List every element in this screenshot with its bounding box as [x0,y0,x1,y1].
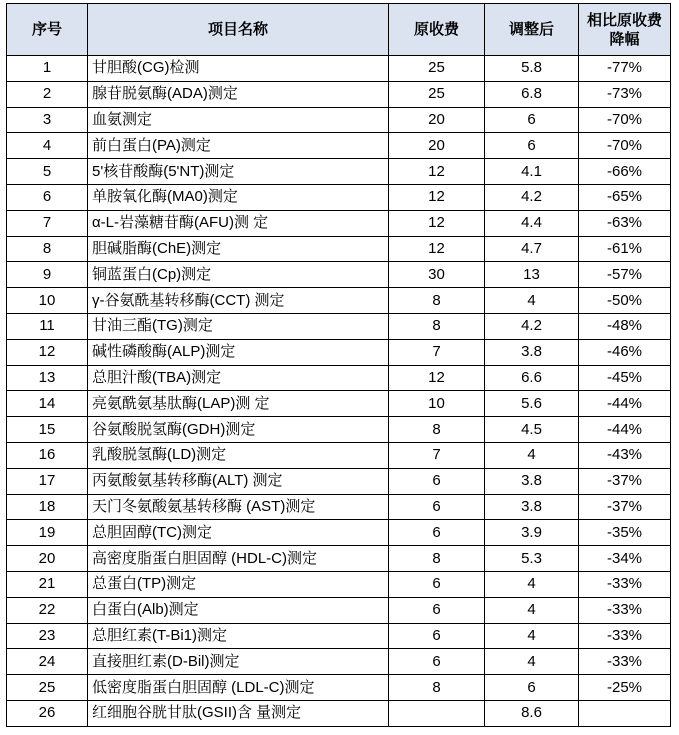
cell-item-name: 甘油三酯(TG)测定 [88,313,389,339]
cell-adjusted-fee: 3.9 [485,520,579,546]
cell-adjusted-fee: 4.7 [485,236,579,262]
cell-original-fee: 20 [389,107,485,133]
cell-adjusted-fee: 3.8 [485,468,579,494]
cell-index: 6 [7,184,88,210]
cell-item-name: 谷氨酸脱氢酶(GDH)测定 [88,417,389,443]
cell-reduction: -50% [579,288,671,314]
cell-adjusted-fee: 4 [485,288,579,314]
cell-reduction: -63% [579,210,671,236]
table-row [7,675,671,701]
cell-reduction: -25% [579,675,671,701]
cell-original-fee: 8 [389,546,485,572]
cell-original-fee: 12 [389,159,485,185]
cell-original-fee [389,700,485,726]
cell-adjusted-fee: 6.6 [485,365,579,391]
cell-original-fee: 8 [389,288,485,314]
cell-item-name: 高密度脂蛋白胆固醇 (HDL-C)测定 [88,546,389,572]
cell-item-name: 5'核苷酸酶(5'NT)测定 [88,159,389,185]
cell-index: 8 [7,236,88,262]
table-row [7,184,671,210]
cell-index: 24 [7,649,88,675]
cell-adjusted-fee: 5.6 [485,391,579,417]
table-row [7,623,671,649]
cell-item-name: 乳酸脱氢酶(LD)测定 [88,442,389,468]
cell-item-name: 丙氨酸氨基转移酶(ALT) 测定 [88,468,389,494]
header-index: 序号 [7,4,88,56]
cell-original-fee: 6 [389,649,485,675]
cell-item-name: 单胺氧化酶(MA0)测定 [88,184,389,210]
cell-index: 26 [7,700,88,726]
cell-item-name: 总胆固醇(TC)测定 [88,520,389,546]
cell-adjusted-fee: 4.2 [485,184,579,210]
cell-original-fee: 10 [389,391,485,417]
cell-reduction: -77% [579,56,671,82]
cell-adjusted-fee: 4 [485,597,579,623]
fee-adjustment-table [6,3,671,727]
cell-reduction: -57% [579,262,671,288]
cell-reduction: -48% [579,313,671,339]
cell-reduction: -43% [579,442,671,468]
header-reduction-line2: 降幅 [609,30,640,48]
cell-reduction: -73% [579,81,671,107]
header-row [7,4,671,56]
cell-index: 9 [7,262,88,288]
cell-index: 2 [7,81,88,107]
cell-original-fee: 8 [389,313,485,339]
table-row [7,339,671,365]
cell-item-name: α-L-岩藻糖苷酶(AFU)测 定 [88,210,389,236]
cell-adjusted-fee: 4.4 [485,210,579,236]
cell-original-fee: 6 [389,520,485,546]
cell-original-fee: 30 [389,262,485,288]
cell-index: 22 [7,597,88,623]
header-reduction [579,4,671,56]
cell-index: 18 [7,494,88,520]
cell-item-name: 总蛋白(TP)测定 [88,571,389,597]
cell-reduction: -34% [579,546,671,572]
cell-item-name: 血氨测定 [88,107,389,133]
cell-reduction: -33% [579,649,671,675]
cell-adjusted-fee: 6 [485,675,579,701]
cell-index: 7 [7,210,88,236]
cell-original-fee: 6 [389,597,485,623]
header-reduction-line1: 相比原收费 [586,11,662,29]
table-row [7,210,671,236]
table-row [7,417,671,443]
cell-original-fee: 7 [389,442,485,468]
cell-original-fee: 12 [389,236,485,262]
cell-index: 20 [7,546,88,572]
table-row [7,571,671,597]
cell-adjusted-fee: 4.5 [485,417,579,443]
cell-index: 5 [7,159,88,185]
table-row [7,520,671,546]
table-header [7,4,671,56]
cell-item-name: 亮氨酰氨基肽酶(LAP)测 定 [88,391,389,417]
fee-table-container [6,3,671,727]
cell-index: 4 [7,133,88,159]
cell-original-fee: 25 [389,81,485,107]
cell-reduction: -33% [579,623,671,649]
cell-item-name: 胆碱脂酶(ChE)测定 [88,236,389,262]
cell-index: 13 [7,365,88,391]
table-row [7,391,671,417]
table-row [7,288,671,314]
cell-index: 15 [7,417,88,443]
cell-adjusted-fee: 5.3 [485,546,579,572]
table-row [7,262,671,288]
cell-adjusted-fee: 4.1 [485,159,579,185]
cell-item-name: 总胆汁酸(TBA)测定 [88,365,389,391]
cell-item-name: 碱性磷酸酶(ALP)测定 [88,339,389,365]
cell-adjusted-fee: 4 [485,442,579,468]
cell-reduction: -33% [579,571,671,597]
cell-index: 23 [7,623,88,649]
header-original-fee: 原收费 [389,4,485,56]
cell-adjusted-fee: 8.6 [485,700,579,726]
cell-item-name: 天门冬氨酸氨基转移酶 (AST)测定 [88,494,389,520]
table-row [7,546,671,572]
cell-adjusted-fee: 4 [485,571,579,597]
cell-item-name: 白蛋白(Alb)测定 [88,597,389,623]
cell-index: 1 [7,56,88,82]
cell-original-fee: 12 [389,210,485,236]
cell-adjusted-fee: 4 [485,623,579,649]
cell-index: 3 [7,107,88,133]
cell-original-fee: 12 [389,184,485,210]
cell-original-fee: 7 [389,339,485,365]
cell-item-name: 甘胆酸(CG)检测 [88,56,389,82]
cell-index: 14 [7,391,88,417]
cell-reduction: -45% [579,365,671,391]
cell-index: 21 [7,571,88,597]
cell-reduction: -44% [579,391,671,417]
cell-original-fee: 8 [389,417,485,443]
cell-adjusted-fee: 5.8 [485,56,579,82]
cell-item-name: 低密度脂蛋白胆固醇 (LDL-C)测定 [88,675,389,701]
cell-original-fee: 6 [389,468,485,494]
cell-reduction: -46% [579,339,671,365]
table-row [7,442,671,468]
table-row [7,468,671,494]
cell-index: 11 [7,313,88,339]
table-row [7,700,671,726]
table-row [7,313,671,339]
table-row [7,236,671,262]
cell-adjusted-fee: 6 [485,133,579,159]
cell-item-name: 直接胆红素(D-Bil)测定 [88,649,389,675]
cell-original-fee: 6 [389,494,485,520]
cell-original-fee: 8 [389,675,485,701]
cell-original-fee: 6 [389,571,485,597]
cell-adjusted-fee: 3.8 [485,494,579,520]
cell-adjusted-fee: 4 [485,649,579,675]
cell-original-fee: 25 [389,56,485,82]
cell-original-fee: 12 [389,365,485,391]
cell-reduction: -66% [579,159,671,185]
cell-reduction [579,700,671,726]
cell-item-name: 总胆红素(T-Bi1)测定 [88,623,389,649]
cell-index: 19 [7,520,88,546]
cell-reduction: -65% [579,184,671,210]
cell-reduction: -70% [579,107,671,133]
cell-item-name: 铜蓝蛋白(Cp)测定 [88,262,389,288]
table-body [7,56,671,727]
cell-reduction: -61% [579,236,671,262]
table-row [7,365,671,391]
cell-original-fee: 20 [389,133,485,159]
cell-adjusted-fee: 3.8 [485,339,579,365]
cell-reduction: -35% [579,520,671,546]
cell-adjusted-fee: 4.2 [485,313,579,339]
cell-adjusted-fee: 6.8 [485,81,579,107]
cell-item-name: 红细胞谷胱甘肽(GSII)含 量测定 [88,700,389,726]
cell-index: 16 [7,442,88,468]
table-row [7,107,671,133]
table-row [7,649,671,675]
cell-index: 17 [7,468,88,494]
cell-index: 10 [7,288,88,314]
cell-item-name: 前白蛋白(PA)测定 [88,133,389,159]
cell-original-fee: 6 [389,623,485,649]
header-item-name: 项目名称 [88,4,389,56]
table-row [7,597,671,623]
table-row [7,81,671,107]
header-adjusted-fee: 调整后 [485,4,579,56]
table-row [7,494,671,520]
cell-reduction: -44% [579,417,671,443]
cell-adjusted-fee: 6 [485,107,579,133]
table-row [7,159,671,185]
table-row [7,56,671,82]
cell-reduction: -70% [579,133,671,159]
cell-adjusted-fee: 13 [485,262,579,288]
cell-index: 12 [7,339,88,365]
cell-reduction: -37% [579,468,671,494]
cell-item-name: 腺苷脱氨酶(ADA)测定 [88,81,389,107]
table-row [7,133,671,159]
cell-reduction: -37% [579,494,671,520]
cell-index: 25 [7,675,88,701]
cell-reduction: -33% [579,597,671,623]
cell-item-name: γ-谷氨酰基转移酶(CCT) 测定 [88,288,389,314]
